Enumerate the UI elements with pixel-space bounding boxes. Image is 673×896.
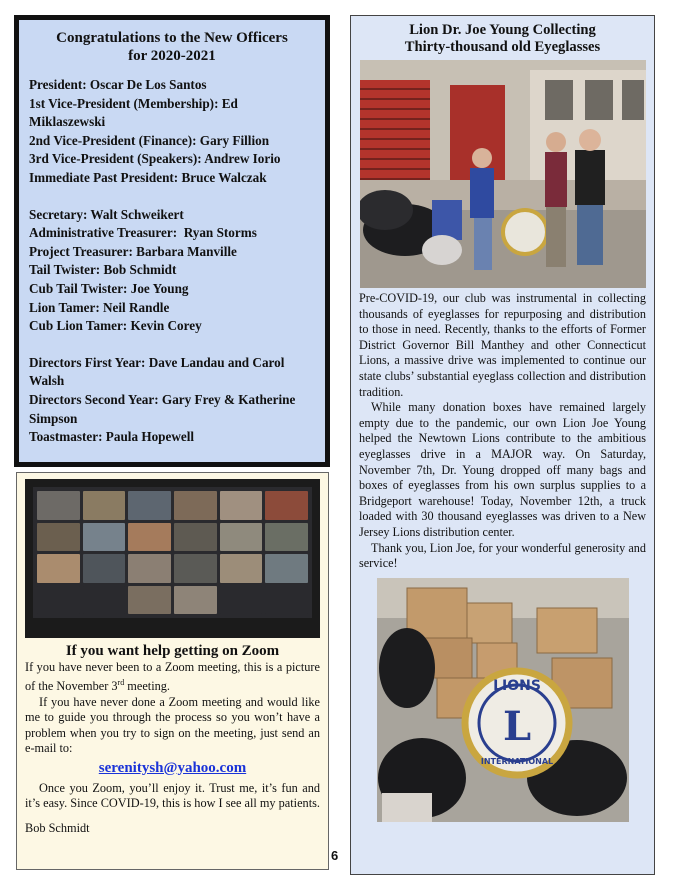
zoom-participant-tile	[265, 491, 308, 520]
officers-title-line2: for 2020-2021	[128, 48, 216, 64]
zoom-paragraph-3: Once you Zoom, you’ll enjoy it. Trust me, it’s fun and it’s easy. Since COVID-19, this is how I see all my patients.	[25, 780, 320, 810]
zoom-participant-tile	[174, 554, 217, 583]
zoom-participant-tile	[128, 554, 171, 583]
officer-second-vp: 2nd Vice-President (Finance): Gary Fillion	[29, 132, 270, 148]
officer-tail-twister: Tail Twister: Bob Schmidt	[29, 262, 177, 278]
officers-title-line1: Congratulations to the New Officers	[56, 30, 288, 46]
zoom-participant-tile	[220, 586, 263, 615]
zoom-paragraph-2: If you have never done a Zoom meeting and would like me to guide you through the process so you won’t have a problem when you try to sign on the meeting, just send an e-mail to:	[25, 694, 320, 756]
eyeglass-article	[350, 15, 655, 875]
zoom-paragraph-1: If you have never been to a Zoom meeting, this is a picture of the November 3rd meeting.	[25, 660, 320, 694]
zoom-participant-tile	[174, 586, 217, 615]
zoom-participant-tile	[37, 554, 80, 583]
eyeglass-paragraph-1: Pre-COVID-19, our club was instrumental in collecting thousands of eyeglasses for repurposing and distribution to those in need. Recently, thanks to the efforts of Former District Governor Bill Manthey and other Connecticut Lions, a massive drive was implemented to continue our state clubs’ substantial eyeglass collection and distribution tradition.	[359, 291, 646, 399]
officer-toastmaster: Toastmaster: Paula Hopewell	[29, 429, 195, 445]
zoom-gallery-grid	[33, 487, 312, 618]
eyeglass-paragraph-3: Thank you, Lion Joe, for your wonderful generosity and service!	[359, 540, 646, 571]
warehouse-photo-illustration	[360, 60, 646, 288]
officers-title	[29, 29, 315, 65]
zoom-meeting-photo	[25, 479, 320, 638]
zoom-participant-tile	[220, 491, 263, 520]
donation-boxes-illustration	[377, 578, 629, 822]
zoom-email-line	[25, 759, 320, 777]
zoom-participant-tile	[174, 523, 217, 552]
zoom-help-box	[16, 472, 329, 870]
zoom-participant-tile	[37, 491, 80, 520]
zoom-participant-tile	[37, 523, 80, 552]
officer-secretary: Secretary: Walt Schweikert	[29, 206, 184, 222]
logo-text-top: LIONS	[492, 677, 541, 694]
zoom-participant-tile	[265, 586, 308, 615]
page-number: 6	[331, 848, 339, 863]
donation-boxes-photo	[377, 578, 629, 822]
zoom-participant-tile	[220, 554, 263, 583]
zoom-participant-tile	[83, 491, 126, 520]
eyeglass-paragraph-2: While many donation boxes have remained largely empty due to the pandemic, our own Lion Joe Young helped the Newtown Lions contribute to the ambitious eyeglasses drive in a MAJOR way. On Saturday, November 7th, Dr. Young dropped off many bags and boxes of eyeglasses from his own surplus supplies to a Bridgeport warehouse! Today, November 12th, a truck loaded with 30 thousand eyeglasses was driven to a New Jersey Lions distribution center.	[359, 400, 646, 539]
officer-directors-first-year: Directors First Year: Dave Landau and Carol Walsh	[29, 354, 285, 389]
zoom-participant-tile	[37, 586, 80, 615]
officer-project-treasurer: Project Treasurer: Barbara Manville	[29, 243, 237, 259]
officer-cub-tail-twister: Cub Tail Twister: Joe Young	[29, 280, 189, 296]
zoom-participant-tile	[128, 586, 171, 615]
email-link[interactable]: serenitysh@yahoo.com	[98, 759, 247, 776]
zoom-participant-tile	[83, 586, 126, 615]
zoom-participant-tile	[220, 523, 263, 552]
zoom-participant-tile	[174, 491, 217, 520]
officer-admin-treasurer: Administrative Treasurer: Ryan Storms	[29, 225, 257, 241]
officers-box	[14, 15, 330, 467]
zoom-participant-tile	[128, 491, 171, 520]
officer-third-vp: 3rd Vice-President (Speakers): Andrew Iorio	[29, 151, 281, 167]
zoom-participant-tile	[265, 554, 308, 583]
eyeglass-title-line1: Lion Dr. Joe Young Collecting	[409, 22, 596, 38]
zoom-signature: Bob Schmidt	[25, 821, 90, 836]
zoom-participant-tile	[83, 523, 126, 552]
officer-past-president: Immediate Past President: Bruce Walczak	[29, 169, 267, 185]
zoom-participant-tile	[265, 523, 308, 552]
officer-president: President: Oscar De Los Santos	[29, 77, 207, 92]
warehouse-photo	[360, 60, 646, 288]
eyeglass-title	[359, 22, 646, 56]
zoom-heading: If you want help getting on Zoom	[65, 643, 280, 659]
zoom-participant-tile	[83, 554, 126, 583]
officer-first-vp: 1st Vice-President (Membership): Ed Miklaszewski	[29, 95, 238, 130]
eyeglass-title-line2: Thirty-thousand old Eyeglasses	[404, 39, 601, 55]
logo-letter: L	[502, 702, 531, 750]
officer-directors-second-year: Directors Second Year: Gary Frey & Katherine Simpson	[29, 391, 296, 426]
logo-text-bottom: INTERNATIONAL	[480, 756, 553, 766]
officer-lion-tamer: Lion Tamer: Neil Randle	[29, 299, 170, 315]
officer-cub-lion-tamer: Cub Lion Tamer: Kevin Corey	[29, 318, 202, 334]
zoom-participant-tile	[128, 523, 171, 552]
